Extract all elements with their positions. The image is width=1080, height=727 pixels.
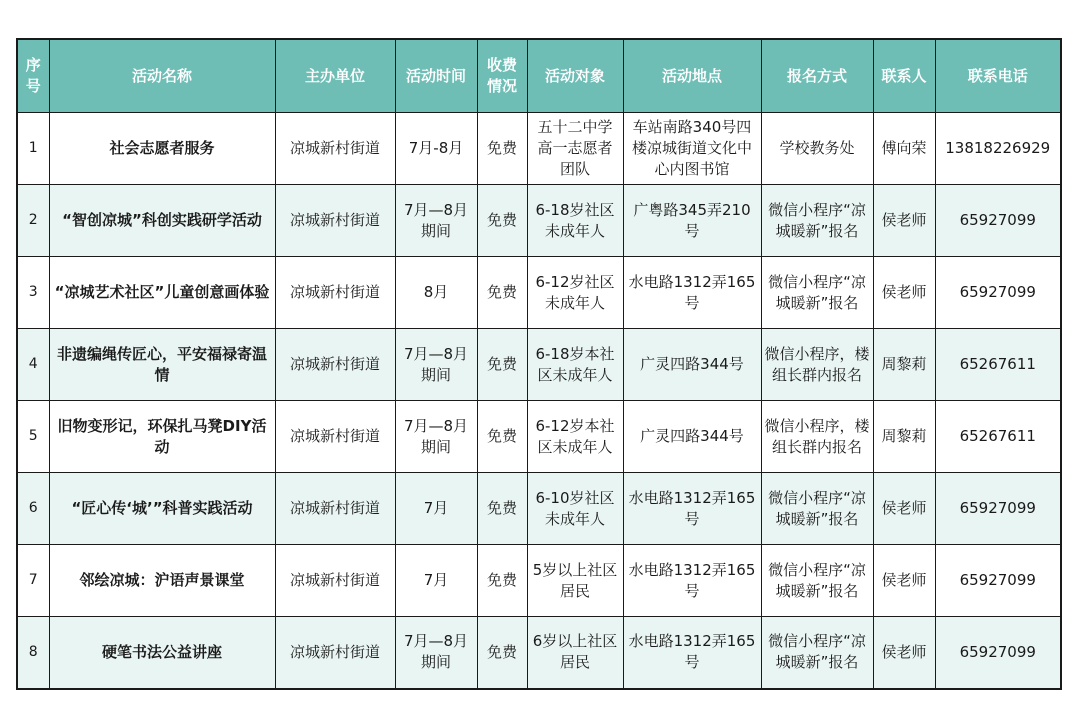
cell-location: 车站南路340号四楼凉城街道文化中心内图书馆 — [623, 113, 761, 185]
cell-phone: 65267611 — [935, 329, 1061, 401]
cell-contact: 侯老师 — [873, 185, 935, 257]
cell-time: 7月-8月 — [395, 113, 477, 185]
cell-contact: 侯老师 — [873, 617, 935, 689]
cell-signup: 微信小程序“凉城暖新”报名 — [761, 617, 873, 689]
header-location: 活动地点 — [623, 39, 761, 113]
cell-time: 7月—8月期间 — [395, 617, 477, 689]
cell-fee: 免费 — [477, 257, 527, 329]
cell-location: 广粤路345弄210号 — [623, 185, 761, 257]
cell-index: 6 — [17, 473, 49, 545]
cell-phone: 65927099 — [935, 473, 1061, 545]
cell-signup: 微信小程序，楼组长群内报名 — [761, 329, 873, 401]
table-row — [17, 113, 1061, 185]
cell-target: 6岁以上社区居民 — [527, 617, 623, 689]
cell-phone: 65267611 — [935, 401, 1061, 473]
cell-organizer: 凉城新村街道 — [275, 401, 395, 473]
header-time: 活动时间 — [395, 39, 477, 113]
table-row — [17, 617, 1061, 689]
cell-index: 3 — [17, 257, 49, 329]
cell-fee: 免费 — [477, 545, 527, 617]
cell-location: 水电路1312弄165号 — [623, 473, 761, 545]
cell-fee: 免费 — [477, 185, 527, 257]
cell-contact: 傅向荣 — [873, 113, 935, 185]
cell-organizer: 凉城新村街道 — [275, 257, 395, 329]
cell-signup: 微信小程序，楼组长群内报名 — [761, 401, 873, 473]
cell-name: “智创凉城”科创实践研学活动 — [49, 185, 275, 257]
cell-organizer: 凉城新村街道 — [275, 617, 395, 689]
cell-name: 硬笔书法公益讲座 — [49, 617, 275, 689]
cell-index: 4 — [17, 329, 49, 401]
cell-name: 非遗编绳传匠心，平安福禄寄温情 — [49, 329, 275, 401]
cell-name: “匠心传‘城’”科普实践活动 — [49, 473, 275, 545]
cell-target: 5岁以上社区居民 — [527, 545, 623, 617]
cell-name: “凉城艺术社区”儿童创意画体验 — [49, 257, 275, 329]
cell-location: 广灵四路344号 — [623, 401, 761, 473]
header-signup: 报名方式 — [761, 39, 873, 113]
cell-location: 水电路1312弄165号 — [623, 545, 761, 617]
cell-fee: 免费 — [477, 113, 527, 185]
table-row — [17, 185, 1061, 257]
header-organizer: 主办单位 — [275, 39, 395, 113]
cell-signup: 学校教务处 — [761, 113, 873, 185]
cell-contact: 周黎莉 — [873, 329, 935, 401]
cell-contact: 周黎莉 — [873, 401, 935, 473]
header-phone: 联系电话 — [935, 39, 1061, 113]
table-row — [17, 473, 1061, 545]
cell-contact: 侯老师 — [873, 473, 935, 545]
cell-fee: 免费 — [477, 473, 527, 545]
cell-target: 6-10岁社区未成年人 — [527, 473, 623, 545]
header-name: 活动名称 — [49, 39, 275, 113]
cell-time: 7月—8月期间 — [395, 329, 477, 401]
cell-name: 旧物变形记，环保扎马凳DIY活动 — [49, 401, 275, 473]
header-target: 活动对象 — [527, 39, 623, 113]
cell-contact: 侯老师 — [873, 257, 935, 329]
cell-fee: 免费 — [477, 329, 527, 401]
cell-index: 7 — [17, 545, 49, 617]
cell-phone: 65927099 — [935, 185, 1061, 257]
cell-fee: 免费 — [477, 617, 527, 689]
activity-table-container — [16, 38, 1060, 690]
table-row — [17, 401, 1061, 473]
table-row — [17, 545, 1061, 617]
cell-phone: 65927099 — [935, 617, 1061, 689]
cell-name: 邻绘凉城：沪语声景课堂 — [49, 545, 275, 617]
header-index: 序号 — [17, 39, 49, 113]
table-row — [17, 329, 1061, 401]
cell-index: 5 — [17, 401, 49, 473]
cell-organizer: 凉城新村街道 — [275, 185, 395, 257]
cell-target: 五十二中学高一志愿者团队 — [527, 113, 623, 185]
cell-time: 7月 — [395, 473, 477, 545]
cell-location: 广灵四路344号 — [623, 329, 761, 401]
cell-contact: 侯老师 — [873, 545, 935, 617]
cell-organizer: 凉城新村街道 — [275, 545, 395, 617]
cell-signup: 微信小程序“凉城暖新”报名 — [761, 185, 873, 257]
cell-target: 6-12岁社区未成年人 — [527, 257, 623, 329]
cell-fee: 免费 — [477, 401, 527, 473]
cell-time: 8月 — [395, 257, 477, 329]
cell-time: 7月—8月期间 — [395, 185, 477, 257]
activity-table — [16, 38, 1062, 690]
cell-target: 6-12岁本社区未成年人 — [527, 401, 623, 473]
cell-time: 7月 — [395, 545, 477, 617]
table-row — [17, 257, 1061, 329]
cell-signup: 微信小程序“凉城暖新”报名 — [761, 473, 873, 545]
cell-target: 6-18岁社区未成年人 — [527, 185, 623, 257]
cell-organizer: 凉城新村街道 — [275, 329, 395, 401]
cell-location: 水电路1312弄165号 — [623, 257, 761, 329]
cell-time: 7月—8月期间 — [395, 401, 477, 473]
cell-organizer: 凉城新村街道 — [275, 113, 395, 185]
cell-organizer: 凉城新村街道 — [275, 473, 395, 545]
cell-signup: 微信小程序“凉城暖新”报名 — [761, 545, 873, 617]
cell-phone: 13818226929 — [935, 113, 1061, 185]
header-row — [17, 39, 1061, 113]
header-fee: 收费情况 — [477, 39, 527, 113]
cell-index: 1 — [17, 113, 49, 185]
cell-index: 2 — [17, 185, 49, 257]
cell-name: 社会志愿者服务 — [49, 113, 275, 185]
cell-signup: 微信小程序“凉城暖新”报名 — [761, 257, 873, 329]
cell-phone: 65927099 — [935, 545, 1061, 617]
cell-target: 6-18岁本社区未成年人 — [527, 329, 623, 401]
cell-index: 8 — [17, 617, 49, 689]
header-contact: 联系人 — [873, 39, 935, 113]
cell-phone: 65927099 — [935, 257, 1061, 329]
cell-location: 水电路1312弄165号 — [623, 617, 761, 689]
